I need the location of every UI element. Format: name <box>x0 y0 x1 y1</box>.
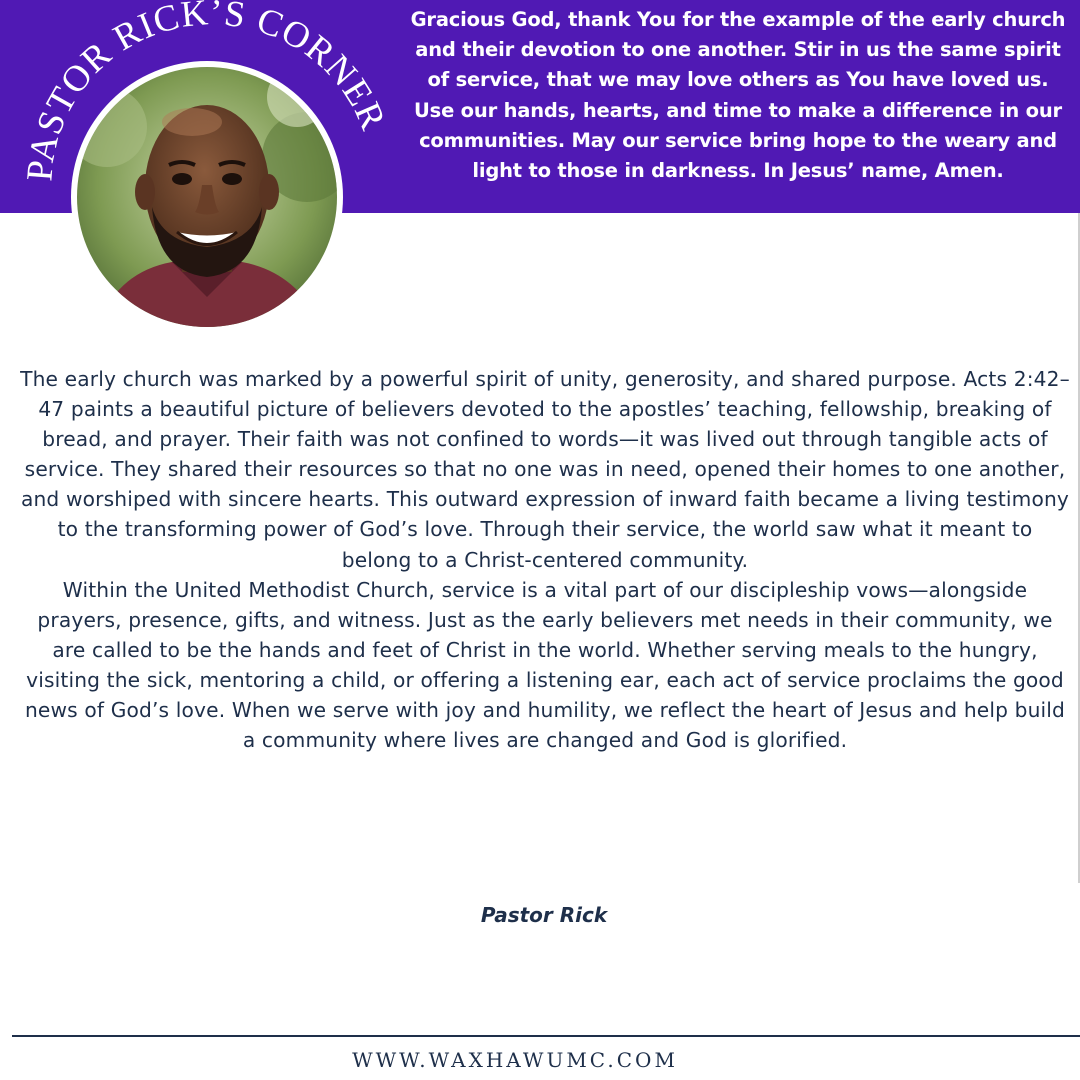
body-paragraph-1: The early church was marked by a powerful spirit of unity, generosity, and shared purpose. Acts 2:42–47 paints a beautiful picture of believers devoted to the apostles’ teaching, fellowship, breaking of bread, and prayer. Their faith was not confined to words—it was lived out through tangible acts of service. They shared their resources so that no one was in need, opened their homes to one another, and worshiped with sincere hearts. This outward expression of inward faith became a living testimony to the transforming power of God’s love. Through their service, the world saw what it meant to belong to a Christ-centered community. <box>20 367 1070 572</box>
pastor-photo <box>77 67 337 327</box>
footer-url-link[interactable]: WWW.WAXHAWUMC.COM <box>352 1048 678 1072</box>
body-paragraph-2: Within the United Methodist Church, service is a vital part of our discipleship vows—alongside prayers, presence, gifts, and witness. Just as the early believers met needs in their community, we are called to be the hands and feet of Christ in the world. Whether serving meals to the hungry, visiting the sick, mentoring a child, or offering a listening ear, each act of service proclaims the good news of God’s love. When we serve with joy and humility, we reflect the heart of Jesus and help build a community where lives are changed and God is glorified. <box>24 577 1066 753</box>
footer-divider <box>12 1035 1080 1037</box>
page-title: PASTOR RICK’S CORNER <box>19 0 394 183</box>
prayer-text: Gracious God, thank You for the example of the early church and their devotion to one another. Stir in us the same spirit of service, that we may love others as You have loved us. Use our hands, hearts, and time to make a difference in our communities. May our service bring hope to the weary and light to those in darkness. In Jesus’ name, Amen. <box>410 8 1066 183</box>
article-body <box>20 364 1070 755</box>
signature: Pastor Rick <box>480 903 608 927</box>
